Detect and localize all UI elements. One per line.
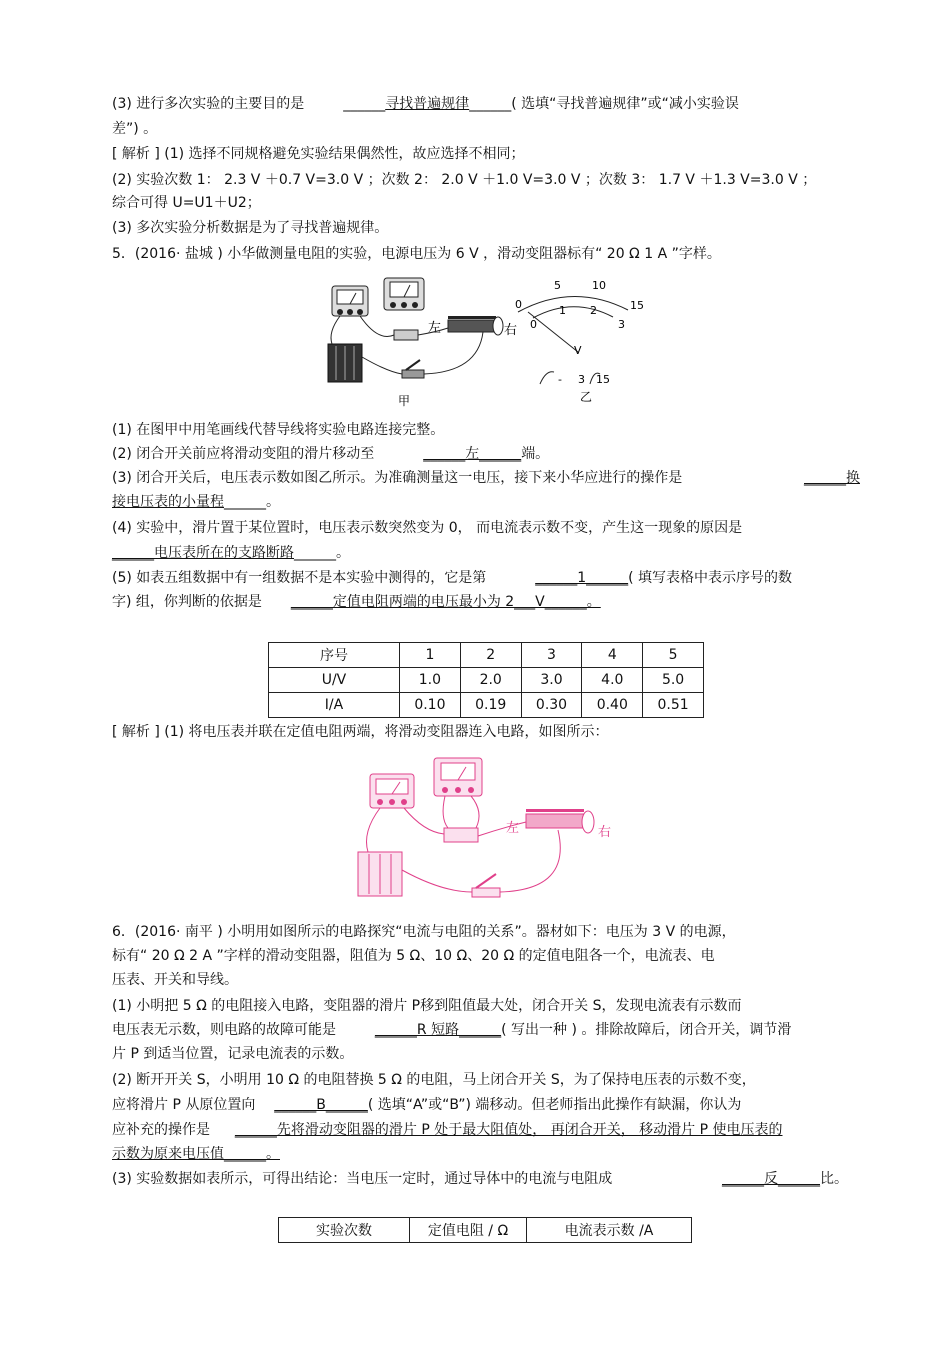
terminal-label: 3 <box>578 373 585 386</box>
text: 应将滑片 P 从原位置向 <box>112 1097 256 1113</box>
answer-text: 寻找普遍规律 <box>385 96 470 112</box>
tick-label: 10 <box>592 279 606 292</box>
table-header: 电流表示数 /A <box>527 1218 692 1243</box>
analysis-line: (3) 多次实验分析数据是为了寻找普遍规律。 <box>112 220 389 236</box>
answer-text: ______左______ <box>423 446 522 462</box>
tick-label: 0 <box>515 298 522 311</box>
analysis-line: [ 解析 ] (1) 选择不同规格避免实验结果偶然性，故应选择不相同； <box>112 146 525 162</box>
circuit-figure-1 <box>318 272 648 412</box>
answer-text: ______换 <box>804 470 860 486</box>
answer-text: ______先将滑动变阻器的滑片 P 处于最大阻值处， 再闭合开关， 移动滑片 P 使电压表的 <box>234 1122 783 1138</box>
text: 电压表无示数，则电路的故障可能是 <box>112 1022 336 1038</box>
text: (3) 进行多次实验的主要目的是 <box>112 96 305 112</box>
analysis-line: 综合可得 U=U1＋U2； <box>112 195 261 211</box>
table-header: 5 <box>643 643 704 668</box>
text-line: 标有“ 20 Ω 2 A ”字样的滑动变阻器，阻值为 5 Ω、10 Ω、20 Ω 的定值电阻各一个，电流表、电 <box>112 948 715 964</box>
table-cell: I/A <box>269 693 400 718</box>
tick-label: 0 <box>530 318 537 331</box>
table-cell: 1.0 <box>400 668 461 693</box>
answer-text: 示数为原来电压值______。 <box>112 1146 280 1162</box>
data-table-1 <box>268 642 704 718</box>
table-header: 1 <box>400 643 461 668</box>
left-label: 左 <box>506 820 520 835</box>
answer-text: 接电压表的小量程 <box>112 494 224 510</box>
switch-icon <box>472 874 500 897</box>
text: ( 选填“A”或“B”) 端移动。但老师指出此操作有缺漏，你认为 <box>367 1097 742 1113</box>
table-cell: 0.51 <box>643 693 704 718</box>
table-cell: 3.0 <box>521 668 582 693</box>
table-header: 4 <box>582 643 643 668</box>
meter-symbol: V <box>574 344 582 357</box>
terminal-label: 15 <box>596 373 610 386</box>
text: ( 填写表格中表示序号的数 <box>628 570 793 586</box>
table-header: 定值电阻 / Ω <box>410 1218 527 1243</box>
text-line <box>112 1169 848 1189</box>
ammeter-icon <box>370 774 414 808</box>
table-cell: 0.10 <box>400 693 461 718</box>
text: ______( 选填“寻找普遍规律”或“减小实验误 <box>469 96 739 112</box>
ammeter-icon <box>332 286 368 316</box>
text: 字) 组，你判断的依据是 <box>112 594 262 610</box>
answer-text: ______定值电阻两端的电压最小为 2___V______。 <box>290 594 601 610</box>
text: (3) 实验数据如表所示，可得出结论：当电压一定时，通过导体中的电流与电阻成 <box>112 1171 613 1187</box>
table-header: 3 <box>521 643 582 668</box>
text: (3) 闭合开关后，电压表示数如图乙所示。为准确测量这一电压，接下来小华应进行的操作是 <box>112 470 683 486</box>
circuit-figure-2 <box>352 752 618 904</box>
table-row <box>269 643 704 668</box>
table-cell: 0.19 <box>460 693 521 718</box>
caption-jia: 甲 <box>398 394 411 408</box>
text: 比。 <box>820 1171 848 1187</box>
right-label: 右 <box>504 322 518 337</box>
voltmeter-dial <box>515 279 644 404</box>
answer-text: ______电压表所在的支路断路 <box>112 545 294 561</box>
voltmeter-icon <box>434 758 482 796</box>
answer-text: ______B______ <box>274 1097 368 1113</box>
table-header: 2 <box>460 643 521 668</box>
blank: ______。 <box>294 545 350 561</box>
table-row <box>269 693 704 718</box>
text-line: (2) 断开开关 S，小明用 10 Ω 的电阻替换 5 Ω 的电阻，马上闭合开关 S，为了保持电压表的示数不变， <box>112 1072 756 1088</box>
left-label: 左 <box>428 320 442 335</box>
text-line: (1) 在图甲中用笔画线代替导线将实验电路连接完整。 <box>112 422 445 438</box>
analysis-line: [ 解析 ] (1) 将电压表并联在定值电阻两端，将滑动变阻器连入电路，如图所示： <box>112 724 609 740</box>
rheostat-icon <box>448 316 503 335</box>
table-cell: U/V <box>269 668 400 693</box>
battery-icon <box>328 344 362 382</box>
text-line: (1) 小明把 5 Ω 的电阻接入电路，变阻器的滑片 P移到阻值最大处，闭合开关 S，发现电流表有示数而 <box>112 998 742 1014</box>
text-line <box>112 568 792 588</box>
text-line <box>112 1020 791 1040</box>
answer-text: ______R 短路______ <box>374 1022 502 1038</box>
text: 应补充的操作是 <box>112 1122 210 1138</box>
terminal-label: - <box>558 373 562 386</box>
q4-part3-line <box>112 94 739 114</box>
text-line <box>112 543 350 563</box>
tick-label: 15 <box>630 299 644 312</box>
answer-text: ______1______ <box>535 570 629 586</box>
text-line: 片 P 到适当位置，记录电流表的示数。 <box>112 1046 354 1062</box>
text-line <box>112 492 280 512</box>
text-line <box>112 444 549 464</box>
blank: ______。 <box>224 494 280 510</box>
text-line <box>112 1095 741 1115</box>
question-6-title: 6．(2016· 南平 ) 小明用如图所示的电路探究“电流与电阻的关系”。器材如下：电压为 3 V 的电源， <box>112 924 736 940</box>
text-line <box>112 1144 280 1164</box>
blank: ______ <box>343 96 386 112</box>
answer-text: ______反______ <box>722 1171 820 1187</box>
right-label: 右 <box>598 824 612 839</box>
tick-label: 2 <box>590 304 597 317</box>
text-line: 压表、开关和导线。 <box>112 972 238 988</box>
tick-label: 5 <box>554 279 561 292</box>
table-header: 序号 <box>269 643 400 668</box>
text: 端。 <box>521 446 550 462</box>
caption-yi: 乙 <box>580 390 593 404</box>
resistor-icon <box>394 330 418 340</box>
switch-icon <box>402 360 424 378</box>
text-line: (4) 实验中，滑片置于某位置时，电压表示数突然变为 0， 而电流表示数不变，产生这一现象的原因是 <box>112 520 743 536</box>
table-row <box>269 668 704 693</box>
table-cell: 5.0 <box>643 668 704 693</box>
text-line <box>112 468 860 488</box>
tick-label: 3 <box>618 318 625 331</box>
table-row <box>279 1218 692 1243</box>
table-cell: 4.0 <box>582 668 643 693</box>
tick-label: 1 <box>559 304 566 317</box>
text: (2) 闭合开关前应将滑动变阻的滑片移动至 <box>112 446 375 462</box>
text: (5) 如表五组数据中有一组数据不是本实验中测得的，它是第 <box>112 570 487 586</box>
table-header: 实验次数 <box>279 1218 410 1243</box>
battery-icon <box>358 852 402 896</box>
text-line <box>112 592 601 612</box>
text-line: 差”) 。 <box>112 121 158 137</box>
voltmeter-icon <box>384 278 424 310</box>
resistor-icon <box>444 828 478 842</box>
question-5-title: 5．(2016· 盐城 ) 小华做测量电阻的实验，电源电压为 6 V ，滑动变阻器标有“ 20 Ω 1 A ”字样。 <box>112 246 721 262</box>
analysis-line: (2) 实验次数 1： 2.3 V ＋0.7 V=3.0 V ；次数 2： 2.0 V ＋1.0 V=3.0 V ；次数 3： 1.7 V ＋1.3 V=3.0 V ； <box>112 172 817 188</box>
table-cell: 0.30 <box>521 693 582 718</box>
table-cell: 0.40 <box>582 693 643 718</box>
table-cell: 2.0 <box>460 668 521 693</box>
data-table-2 <box>278 1217 692 1243</box>
text: ( 写出一种 ) 。排除故障后，闭合开关，调节滑 <box>501 1022 792 1038</box>
text-line <box>112 1120 783 1140</box>
rheostat-icon <box>526 809 594 833</box>
